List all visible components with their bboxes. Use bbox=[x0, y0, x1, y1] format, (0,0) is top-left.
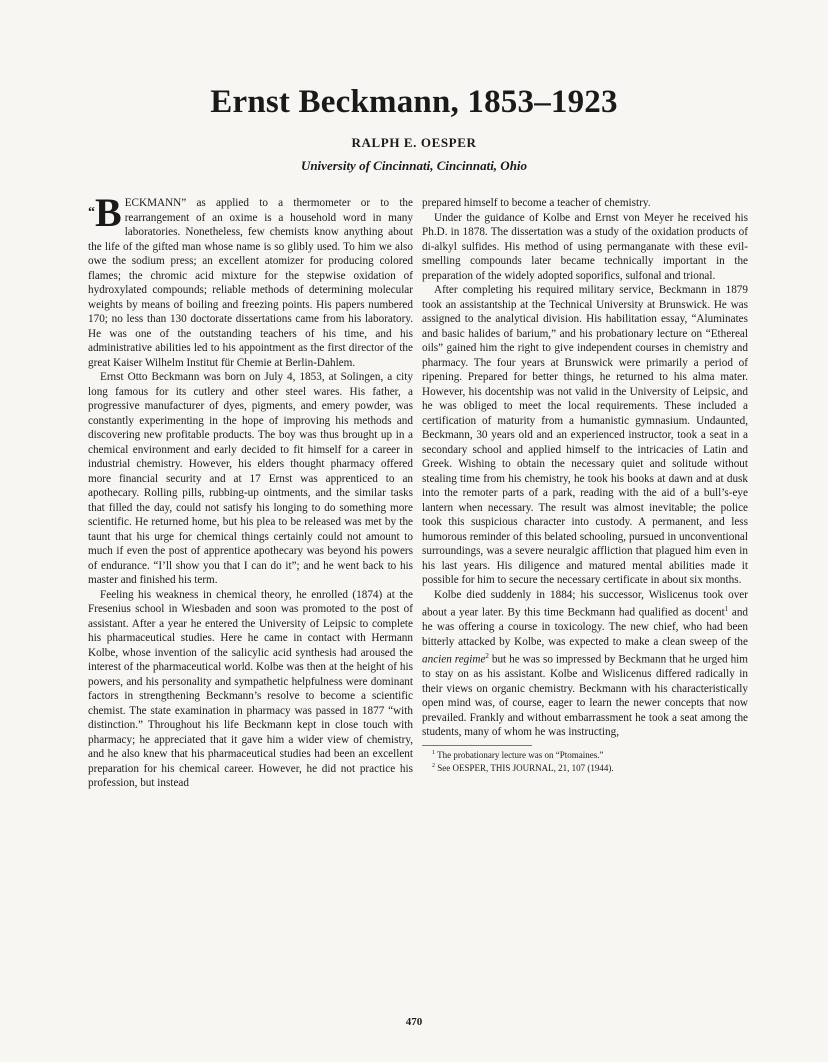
page-number: 470 bbox=[405, 1016, 423, 1028]
paragraph bbox=[88, 190, 413, 370]
footnote-mark: 2 bbox=[432, 762, 435, 769]
drop-cap-letter: B bbox=[95, 190, 122, 235]
paragraph: After completing his required military service, Beckmann in 1879 took an assistantship at the Technical University at Brunswick. He was assigned to the analytical division. His habilitation essay, “Aluminates and basic halides of barium,” and his probationary lecture on “Ethereal oils” gained him the right to give independent courses in chemistry and pharmacy. The four years at Brunswick were primarily a period of ripening. Prepared for better things, he returned to his alma mater. However, his docentship was not valid in the University of Leipsic, and he was obliged to meet the local requirements. These included a certification of maturity from a humanistic gymnasium. Undaunted, Beckmann, 30 years old and an experienced instructor, took a seat in a secondary school and applied himself to the intricacies of Latin and Greek. Wishing to obtain the necessary quiet and solitude without stealing time from his chemistry, he took his books at dawn and at dusk into the remoter parts of a park, reading with the aid of a bull’s-eye lantern when necessary. The result was almost inevitable; the police took this suspicious character into custody. A permanent, and less humorous reminder of this belated schooling, pursued in unconventional surroundings, was a severe neuralgic affliction that plagued him even in his last years. His diligence and matured mental abilities made it possible for him to secure the necessary certificate in about six months. bbox=[422, 284, 748, 586]
paragraph: prepared himself to become a teacher of chemistry. bbox=[422, 197, 651, 209]
article-title: Ernst Beckmann, 1853–1923 bbox=[210, 84, 618, 120]
drop-cap-quote: “ bbox=[88, 205, 95, 220]
footnote-ref[interactable]: 1 bbox=[724, 605, 729, 613]
paragraph-text: Kolbe died suddenly in 1884; his successor, Wislicenus took over about a year later. By this time Beckmann had qualified as docent bbox=[422, 588, 748, 619]
footnote-text: The probationary lecture was on “Ptomaines.” bbox=[437, 749, 604, 760]
paragraph-text: but he was so impressed by Beckmann that he urged him to stay on as his assistant. Kolbe and Wislicenus differed radically in their views on organic chemistry. Beckmann with his characteristically open mind was, of course, eager to learn the newer concepts that now prevailed. Frankly and without embarrassment he took a seat among the students, many of whom he was instructing, bbox=[422, 653, 748, 739]
paragraph: Feeling his weakness in chemical theory, he enrolled (1874) at the Fresenius school in Wiesbaden and soon was promoted to the post of assistant. After a year he entered the University of Leipsic to complete his pharmaceutical studies. Here he came in contact with Hermann Kolbe, whose invention of the salicylic acid synthesis had aroused the interest of the pharmaceutical world. Kolbe was then at the height of his powers, and his personality and sympathetic helpfulness were dominant factors in strengthening Beckmann’s resolve to become a scientific chemist. The state examination in pharmacy was passed in 1877 “with distinction.” Throughout his life Beckmann kept in close touch with pharmacy; he appreciated that it gave him a wider view of chemistry, and he also knew that his pharmaceutical studies had been an excellent preparation for his chemical career. However, he did not practice his profession, but instead bbox=[88, 588, 413, 789]
paragraph bbox=[422, 588, 748, 740]
paragraph: Under the guidance of Kolbe and Ernst von Meyer he received his Ph.D. in 1878. The dissertation was a study of the oxidation products of di-alkyl sulfides. His method of using permanganate with these evil-smelling compounds later became technically important in the preparation of the widely adopted soporifics, sulfonal and trional. bbox=[422, 211, 748, 282]
footnote-text: See OESPER, THIS JOURNAL, 21, 107 (1944). bbox=[437, 762, 614, 773]
italic-phrase: ancien regime bbox=[422, 653, 486, 666]
footnote-2 bbox=[422, 761, 748, 774]
paragraph: Ernst Otto Beckmann was born on July 4, 1853, at Solingen, a city long famous for its cutlery and other steel wares. His father, a progressive manufacturer of dyes, pigments, and emery powder, was constantly experimenting in the hope of improving his methods and discovering new profitable products. The boy was thus brought up in a chemical environment and early decided to fit himself for a career in industrial chemistry. However, his elders thought pharmacy offered more financial security and at 17 Ernst was apprenticed to an apothecary. Rolling pills, rubbing-up ointments, and the similar tasks that filled the day, could not satisfy his longing to do something more scientific. He returned home, but his plea to be released was met by the taunt that his urge for chemical things certainly could not amount to much if even the post of apprentice apothecary was beyond his powers of endurance. “I’ll show you that I can do it”; and he went back to his master and finished his term. bbox=[88, 371, 413, 586]
footnote-ref[interactable]: 2 bbox=[485, 652, 489, 661]
footnote-1 bbox=[422, 748, 748, 761]
left-column bbox=[88, 190, 413, 791]
footnote-mark: 1 bbox=[432, 749, 435, 756]
paragraph-text: ECKMANN” as applied to a thermometer or to the rearrangement of an oxime is a household word in many laboratories. Nonetheless, few chemists know anything about the life of the gifted man whose name is so glibly used. To him we also owe the sodium press; an excellent atomizer for producing colored flames; the chromic acid mixture for the stepwise oxidation of hydroxylated compounds; reliable methods of determining molecular weights by means of boiling and freezing points. His papers numbered 170; no less than 130 doctorate dissertations came from his laboratory. He was one of the outstanding teachers of his time, and his administrative abilities led to his appointment as the first director of the great Kaiser Wilhelm Institut für Chemie at Berlin-Dahlem. bbox=[88, 197, 413, 369]
paragraph-text: and he was offering a course in toxicology. The new chief, who had been bitterly attacked by Kolbe, was expected to make a clean sweep of the bbox=[422, 606, 749, 648]
drop-cap bbox=[88, 190, 122, 235]
author-name: RALPH E. OESPER bbox=[351, 135, 477, 150]
right-column bbox=[422, 196, 748, 774]
author-affiliation: University of Cincinnati, Cincinnati, Ohio bbox=[300, 158, 528, 173]
